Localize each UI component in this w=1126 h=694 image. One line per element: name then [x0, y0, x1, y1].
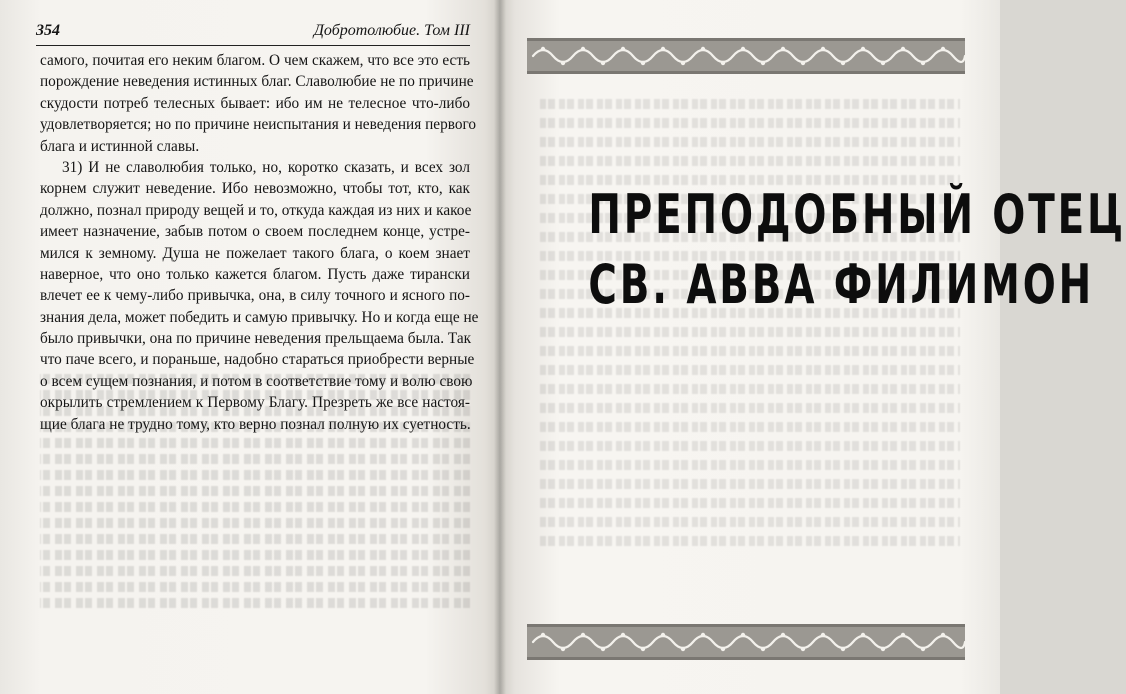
text-line: что паче всего, и пораньше, надобно стараться приобрести верные — [40, 351, 475, 369]
text-line: должно, познал природу вещей и то, откуда каждая из них и какое — [40, 201, 472, 219]
text-line: о всем сущем познания, и потом в соответствие тому и волю свою — [40, 372, 473, 390]
chapter-title — [527, 180, 1126, 320]
text-line: знания дела, может победить и самую привычку. Но и когда еще не — [40, 308, 479, 326]
text-line: наверное, что оно только кажется благом. Пусть даже тирански — [40, 265, 470, 283]
header-rule — [36, 45, 470, 46]
text-line: удовлетворяется; но по причине неиспытания и неведения первого — [40, 116, 477, 134]
text-line: корнем служит неведение. Ибо невозможно, чтобы тот, кто, как — [40, 180, 470, 198]
ornament-band-top — [527, 38, 965, 74]
book-gutter — [494, 0, 506, 694]
text-line: мился к земному. Душа не пожелает такого блага, о коем знает — [40, 244, 470, 262]
text-line: окрылить стремлением к Первому Благу. Презреть же все настоя- — [40, 394, 470, 412]
text-line: было привычки, она по причине неведения прельщаема была. Так — [40, 330, 472, 348]
text-line: 31) И не славолюбия только, но, коротко сказать, и всех зол — [62, 158, 470, 176]
text-line: порождение неведения истинных благ. Славолюбие не по причине — [40, 73, 474, 91]
body-text — [40, 50, 479, 435]
text-line: блага и истинной славы. — [40, 137, 200, 155]
book-title: Добротолюбие. Том III — [313, 22, 470, 39]
title-line-2: СВ. АВВА ФИЛИМОН — [588, 253, 1095, 316]
running-head — [36, 22, 470, 44]
text-line: самого, почитая его неким благом. О чем скажем, что все это есть — [40, 52, 470, 69]
ornament-band-bottom — [527, 624, 965, 660]
title-line-1: ПРЕПОДОБНЫЙ ОТЕЦ — [588, 183, 1126, 246]
text-line: влечет ее к чему-либо привычка, она, в силу точного и ясного по- — [40, 287, 470, 305]
text-line: имеет назначение, забыв потом о своем последнем конце, устре- — [40, 223, 470, 241]
page-number: 354 — [36, 22, 60, 39]
text-line: щие блага не трудно тому, кто верно познал полную их суетность. — [40, 415, 471, 433]
bleed-through-text — [540, 90, 1126, 610]
text-line: скудости потреб телесных бывает: ибо им не телесное что-либо — [40, 94, 470, 112]
